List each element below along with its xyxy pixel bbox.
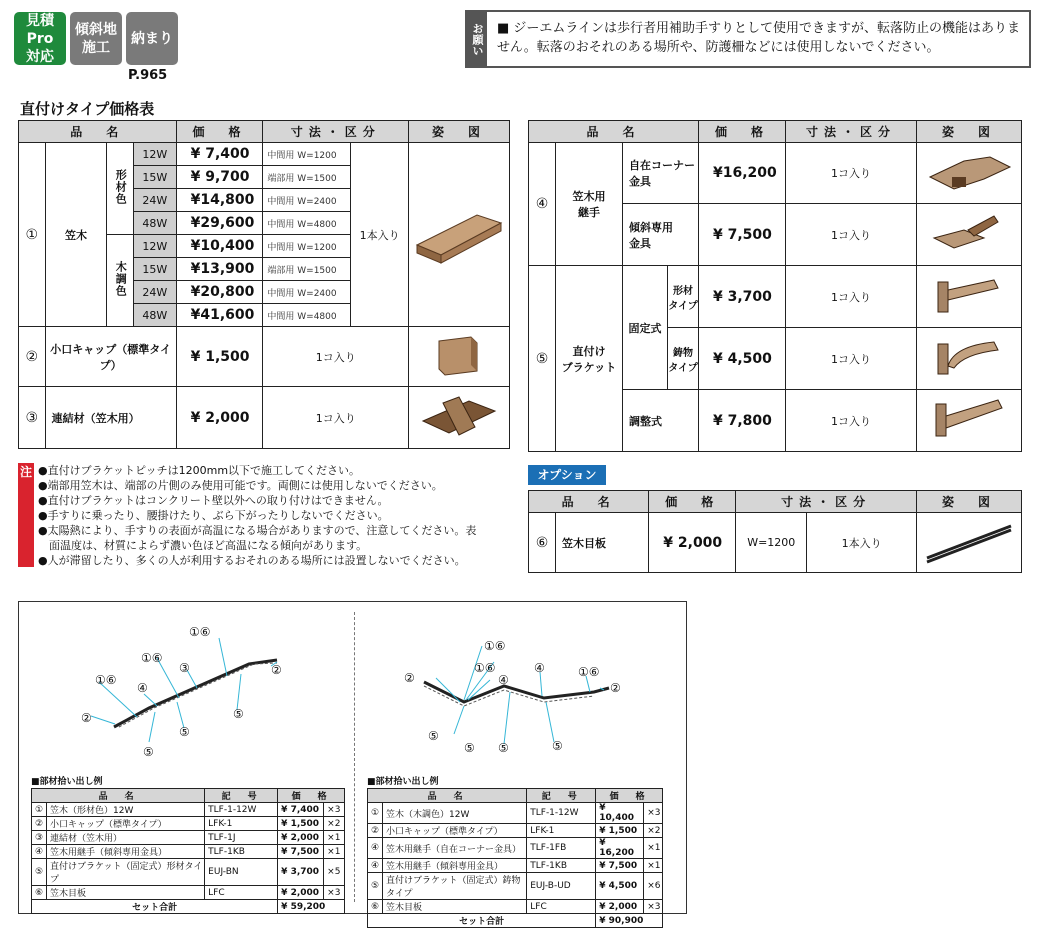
- mini-num: ①: [368, 803, 383, 824]
- mini-price: ¥ 4,500: [596, 873, 644, 900]
- badge-label: 見積Pro 対応: [26, 12, 54, 65]
- option-unit: 1本入り: [807, 513, 917, 573]
- mini-code: LFK-1: [527, 824, 596, 838]
- figure-slope: [917, 204, 1022, 266]
- price-cell: ¥10,400: [176, 235, 263, 258]
- item5-fixed: 固定式: [623, 266, 668, 390]
- item3-unit: 1コ入り: [263, 387, 409, 449]
- slope-fitting-figure: [924, 208, 1014, 258]
- option-name: 笠木目板: [556, 513, 649, 573]
- size-cell: 24W: [134, 281, 177, 304]
- item5-sub: 形材 タイプ: [668, 266, 699, 328]
- diagram-label: ②: [271, 663, 282, 677]
- mini-name: 笠木（形材色）12W: [47, 803, 205, 817]
- mini-name: 連結材（笠木用）: [47, 831, 205, 845]
- badge-slope: [70, 12, 122, 65]
- item3-price: ¥ 2,000: [176, 387, 263, 449]
- section-title: 直付けタイプ価格表: [20, 100, 155, 118]
- example-table-left: [31, 788, 345, 914]
- unit-cell: 1コ入り: [786, 143, 917, 204]
- diagram-label: ④: [534, 661, 545, 675]
- mini-price: ¥ 1,500: [596, 824, 644, 838]
- mini-total-label: セット合計: [368, 914, 596, 928]
- mini-price: ¥ 2,000: [596, 900, 644, 914]
- option-table: [528, 490, 1022, 573]
- mini-header: 品 名: [368, 789, 527, 803]
- header-figure: 姿 図: [917, 491, 1022, 513]
- diagram-label: ②: [81, 711, 92, 725]
- item1-name: 笠木: [45, 143, 107, 327]
- item3-figure: [409, 387, 510, 449]
- mini-num: ⑤: [368, 873, 383, 900]
- header-size: 寸法・区分: [786, 121, 917, 143]
- item4-sub: 自在コーナー 金具: [623, 143, 699, 204]
- mini-qty: ×1: [324, 831, 345, 845]
- figure-corner: [917, 143, 1022, 204]
- mini-price: ¥ 2,000: [278, 831, 324, 845]
- note-line: ●人が滞留したり、多くの人が利用するおそれのある場所には設置しないでください。: [38, 554, 466, 567]
- mini-price: ¥ 16,200: [596, 838, 644, 859]
- item2-num: ②: [19, 327, 46, 387]
- unit-cell: 1コ入り: [786, 204, 917, 266]
- item4-num: ④: [529, 143, 556, 266]
- diagram-label: ⑤: [428, 729, 439, 743]
- mini-qty: ×6: [644, 873, 663, 900]
- price-cell: ¥ 9,700: [176, 166, 263, 189]
- mini-code: TLF-1-12W: [205, 803, 278, 817]
- mini-qty: ×3: [644, 900, 663, 914]
- badge-label: 傾斜地 施工: [75, 21, 117, 56]
- figure-bracket-b: [917, 328, 1022, 390]
- joint-plate-figure: [921, 516, 1017, 566]
- diagram-label: ⑤: [179, 725, 190, 739]
- mini-qty: ×1: [644, 838, 663, 859]
- mini-price: ¥ 1,500: [278, 817, 324, 831]
- note-line: ●端部用笠木は、端部の片側のみ使用可能です。両側には使用しないでください。: [38, 479, 443, 492]
- spec-cell: 中間用 W=1200: [263, 143, 351, 166]
- diagram-label: ⑤: [552, 739, 563, 753]
- diagram-label: ⑤: [143, 745, 154, 759]
- mini-code: TLF-1-12W: [527, 803, 596, 824]
- item1-color1: 形材色: [114, 169, 128, 205]
- mini-header: 記 号: [527, 789, 596, 803]
- item4-sub: 傾斜専用 金具: [623, 204, 699, 266]
- cast-bracket-figure: [924, 332, 1014, 382]
- item5-adjust: 調整式: [623, 390, 699, 452]
- mini-num: ②: [368, 824, 383, 838]
- mini-code: TLF-1KB: [527, 859, 596, 873]
- spec-cell: 端部用 W=1500: [263, 258, 351, 281]
- price-cell: ¥ 3,700: [699, 266, 786, 328]
- unit-cell: 1コ入り: [786, 328, 917, 390]
- price-table-left: [18, 120, 510, 449]
- item1-color2: 木調色: [114, 261, 128, 297]
- item1-figure: [409, 143, 510, 327]
- size-cell: 48W: [134, 304, 177, 327]
- size-cell: 12W: [134, 143, 177, 166]
- notice-text: ■ ジーエムラインは歩行者用補助手すりとして使用できますが、転落防止の機能はありません。転落のおそれのある場所や、防護柵などには使用しないでください。: [497, 21, 1021, 55]
- header-size: 寸法・区分: [263, 121, 409, 143]
- header-size: 寸法・区分: [736, 491, 917, 513]
- header-name: 品 名: [19, 121, 177, 143]
- left-diagram: [19, 602, 349, 772]
- diagram-label: ①⑥: [95, 673, 117, 687]
- diagram-label: ①⑥: [578, 665, 600, 679]
- option-label: オプション: [528, 465, 606, 485]
- mini-name: 直付けブラケット（固定式）鋳物タイプ: [383, 873, 527, 900]
- mini-total-label: セット合計: [32, 900, 278, 914]
- mini-num: ②: [32, 817, 47, 831]
- right-diagram: [364, 602, 694, 772]
- mini-header: 品 名: [32, 789, 205, 803]
- mini-price: ¥ 7,400: [278, 803, 324, 817]
- mini-qty: ×3: [324, 886, 345, 900]
- diagram-label: ②: [610, 681, 621, 695]
- mini-price: ¥ 3,700: [278, 859, 324, 886]
- page-ref: P.965: [128, 68, 168, 83]
- diagram-label: ①⑥: [141, 651, 163, 665]
- size-cell: 15W: [134, 166, 177, 189]
- note-line: ●直付けブラケットピッチは1200mm以下で施工してください。: [38, 464, 361, 477]
- spec-cell: 端部用 W=1500: [263, 166, 351, 189]
- option-size: W=1200: [736, 513, 807, 573]
- item2-unit: 1コ入り: [263, 327, 409, 387]
- example-title: ■部材拾い出し例: [31, 777, 103, 787]
- joint-figure: [419, 391, 499, 441]
- badge-label: 納まり: [131, 30, 173, 47]
- mini-num: ⑤: [32, 859, 47, 886]
- mini-name: 小口キャップ（標準タイプ）: [383, 824, 527, 838]
- header-price: 価 格: [176, 121, 263, 143]
- mini-price: ¥ 2,000: [278, 886, 324, 900]
- spec-cell: 中間用 W=1200: [263, 235, 351, 258]
- mini-code: LFC: [527, 900, 596, 914]
- mini-total: ¥ 59,200: [278, 900, 345, 914]
- mini-code: EUJ-B-UD: [527, 873, 596, 900]
- price-cell: ¥20,800: [176, 281, 263, 304]
- diagram-label: ①⑥: [484, 639, 506, 653]
- mini-qty: ×5: [324, 859, 345, 886]
- notes-label: 注: [18, 463, 34, 567]
- item3-name: 連結材（笠木用）: [45, 387, 176, 449]
- item2-figure: [409, 327, 510, 387]
- item5-name: 直付け ブラケット: [556, 266, 623, 452]
- mini-qty: ×3: [324, 803, 345, 817]
- mini-num: ⑥: [32, 886, 47, 900]
- mini-name: 笠木用継手（傾斜専用金具）: [383, 859, 527, 873]
- mini-num: ④: [368, 838, 383, 859]
- diagram-label: ①⑥: [189, 625, 211, 639]
- note-line: ●手すりに乗ったり、腰掛けたり、ぶら下がったりしないでください。: [38, 509, 389, 522]
- mini-header: 価 格: [596, 789, 663, 803]
- price-cell: ¥ 7,800: [699, 390, 786, 452]
- badge-mitsumori: [14, 12, 66, 65]
- mini-name: 笠木目板: [383, 900, 527, 914]
- option-figure: [917, 513, 1022, 573]
- mini-num: ④: [368, 859, 383, 873]
- item2-price: ¥ 1,500: [176, 327, 263, 387]
- mini-code: TLF-1J: [205, 831, 278, 845]
- badge-osamari: [126, 12, 178, 65]
- example-table-right: [367, 788, 663, 928]
- item4-name: 笠木用 継手: [556, 143, 623, 266]
- notice-label: お願い: [467, 12, 487, 66]
- mini-name: 直付けブラケット（固定式）形材タイプ: [47, 859, 205, 886]
- header-price: 価 格: [649, 491, 736, 513]
- item5-sub: 鋳物 タイプ: [668, 328, 699, 390]
- adjust-bracket-figure: [924, 394, 1014, 444]
- diagram-label: ②: [404, 671, 415, 685]
- mini-price: ¥ 10,400: [596, 803, 644, 824]
- spec-cell: 中間用 W=2400: [263, 281, 351, 304]
- price-cell: ¥29,600: [176, 212, 263, 235]
- mini-num: ①: [32, 803, 47, 817]
- note-line: ●太陽熱により、手すりの表面が高温になる場合がありますので、注意してください。表: [38, 524, 477, 537]
- figure-bracket-c: [917, 390, 1022, 452]
- rail-figure: [411, 193, 507, 273]
- mini-name: 小口キャップ（標準タイプ）: [47, 817, 205, 831]
- price-cell: ¥14,800: [176, 189, 263, 212]
- diagram-label: ④: [137, 681, 148, 695]
- spec-cell: 中間用 W=4800: [263, 304, 351, 327]
- mini-price: ¥ 7,500: [278, 845, 324, 859]
- size-cell: 15W: [134, 258, 177, 281]
- notice-box: [465, 10, 1031, 68]
- header-name: 品 名: [529, 491, 649, 513]
- diagram-label: ①⑥: [474, 661, 496, 675]
- spec-cell: 中間用 W=2400: [263, 189, 351, 212]
- header-figure: 姿 図: [917, 121, 1022, 143]
- mini-code: LFK-1: [205, 817, 278, 831]
- price-table-right: [528, 120, 1022, 452]
- price-cell: ¥41,600: [176, 304, 263, 327]
- mini-header: 価 格: [278, 789, 345, 803]
- unit-cell: 1コ入り: [786, 266, 917, 328]
- price-cell: ¥13,900: [176, 258, 263, 281]
- diagram-label: ③: [179, 661, 190, 675]
- header-figure: 姿 図: [409, 121, 510, 143]
- mini-num: ③: [32, 831, 47, 845]
- mini-name: 笠木（木調色）12W: [383, 803, 527, 824]
- price-cell: ¥ 7,500: [699, 204, 786, 266]
- mini-header: 記 号: [205, 789, 278, 803]
- example-title: ■部材拾い出し例: [367, 777, 439, 787]
- unit-cell: 1コ入り: [786, 390, 917, 452]
- mini-name: 笠木目板: [47, 886, 205, 900]
- header-name: 品 名: [529, 121, 699, 143]
- mini-code: TLF-1KB: [205, 845, 278, 859]
- mini-name: 笠木用継手（自在コーナー金具）: [383, 838, 527, 859]
- diagram-label: ④: [498, 673, 509, 687]
- diagram-label: ⑤: [464, 741, 475, 755]
- end-cap-figure: [429, 333, 489, 377]
- spec-cell: 中間用 W=4800: [263, 212, 351, 235]
- mini-total: ¥ 90,900: [596, 914, 663, 928]
- option-num: ⑥: [529, 513, 556, 573]
- size-cell: 48W: [134, 212, 177, 235]
- item3-num: ③: [19, 387, 46, 449]
- note-line: ●直付けブラケットはコンクリート壁以外への取り付けはできません。: [38, 494, 389, 507]
- bracket-figure: [924, 270, 1014, 320]
- mini-qty: ×1: [644, 859, 663, 873]
- item1-unit: 1本入り: [351, 143, 409, 327]
- diagram-label: ⑤: [498, 741, 509, 755]
- price-cell: ¥16,200: [699, 143, 786, 204]
- option-price: ¥ 2,000: [649, 513, 736, 573]
- corner-fitting-figure: [924, 147, 1014, 197]
- mini-num: ⑥: [368, 900, 383, 914]
- price-cell: ¥ 4,500: [699, 328, 786, 390]
- item1-num: ①: [19, 143, 46, 327]
- diagram-label: ⑤: [233, 707, 244, 721]
- mini-num: ④: [32, 845, 47, 859]
- mini-name: 笠木用継手（傾斜専用金具）: [47, 845, 205, 859]
- size-cell: 12W: [134, 235, 177, 258]
- price-cell: ¥ 7,400: [176, 143, 263, 166]
- notes: [38, 463, 516, 568]
- header-price: 価 格: [699, 121, 786, 143]
- figure-bracket-a: [917, 266, 1022, 328]
- divider: [354, 612, 356, 902]
- mini-qty: ×3: [644, 803, 663, 824]
- mini-qty: ×2: [324, 817, 345, 831]
- mini-code: TLF-1FB: [527, 838, 596, 859]
- mini-code: EUJ-BN: [205, 859, 278, 886]
- mini-qty: ×2: [644, 824, 663, 838]
- mini-qty: ×1: [324, 845, 345, 859]
- item5-num: ⑤: [529, 266, 556, 452]
- item2-name: 小口キャップ（標準タイプ）: [45, 327, 176, 387]
- mini-code: LFC: [205, 886, 278, 900]
- example-box: [18, 601, 687, 927]
- mini-price: ¥ 7,500: [596, 859, 644, 873]
- size-cell: 24W: [134, 189, 177, 212]
- note-line: 面温度は、材質によらず濃い色ほど高温になる傾向があります。: [38, 539, 368, 552]
